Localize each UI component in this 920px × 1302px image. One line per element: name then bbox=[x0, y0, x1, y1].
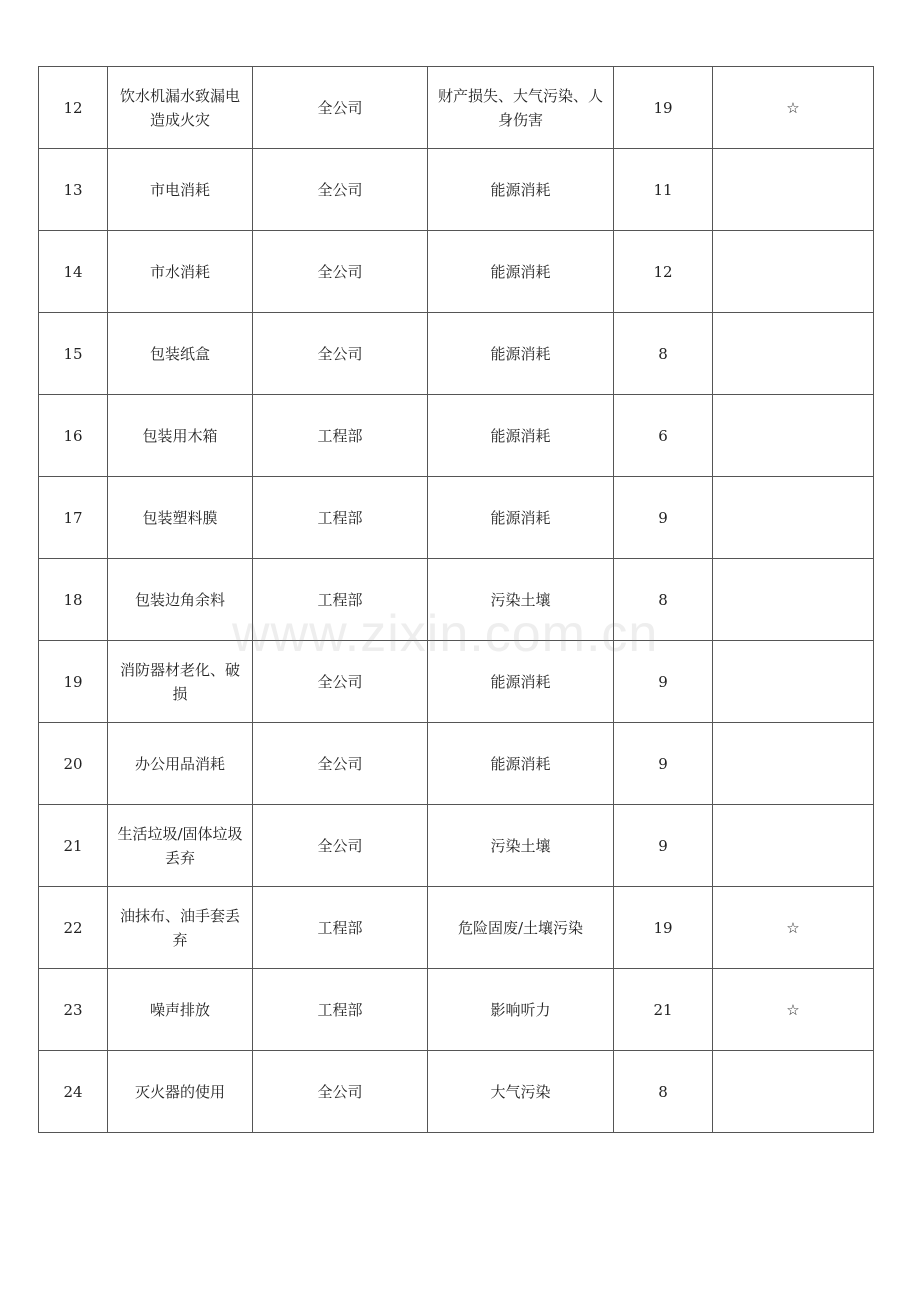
impact-cell: 能源消耗 bbox=[428, 313, 614, 395]
table-row bbox=[39, 395, 874, 477]
impact-cell: 影响听力 bbox=[428, 969, 614, 1051]
impact-cell: 能源消耗 bbox=[428, 641, 614, 723]
table-row bbox=[39, 723, 874, 805]
significance-mark: ☆ bbox=[713, 67, 874, 149]
table-row bbox=[39, 149, 874, 231]
score-cell: 19 bbox=[614, 887, 713, 969]
row-number: 15 bbox=[39, 313, 108, 395]
aspect-table bbox=[38, 66, 874, 1133]
table-row bbox=[39, 559, 874, 641]
score-cell: 21 bbox=[614, 969, 713, 1051]
score-cell: 11 bbox=[614, 149, 713, 231]
table-row bbox=[39, 1051, 874, 1133]
score-cell: 8 bbox=[614, 559, 713, 641]
table-row bbox=[39, 641, 874, 723]
score-cell: 19 bbox=[614, 67, 713, 149]
activity-cell: 包装塑料膜 bbox=[108, 477, 253, 559]
table-row bbox=[39, 887, 874, 969]
impact-cell: 能源消耗 bbox=[428, 231, 614, 313]
impact-cell: 大气污染 bbox=[428, 1051, 614, 1133]
score-cell: 9 bbox=[614, 805, 713, 887]
row-number: 24 bbox=[39, 1051, 108, 1133]
table-row bbox=[39, 477, 874, 559]
department-cell: 工程部 bbox=[253, 395, 428, 477]
row-number: 14 bbox=[39, 231, 108, 313]
significance-mark bbox=[713, 231, 874, 313]
impact-cell: 危险固废/土壤污染 bbox=[428, 887, 614, 969]
impact-cell: 财产损失、大气污染、人身伤害 bbox=[428, 67, 614, 149]
significance-mark bbox=[713, 395, 874, 477]
row-number: 18 bbox=[39, 559, 108, 641]
significance-mark: ☆ bbox=[713, 969, 874, 1051]
score-cell: 8 bbox=[614, 313, 713, 395]
table-body bbox=[39, 67, 874, 1133]
score-cell: 9 bbox=[614, 477, 713, 559]
significance-mark bbox=[713, 149, 874, 231]
significance-mark bbox=[713, 477, 874, 559]
department-cell: 全公司 bbox=[253, 67, 428, 149]
impact-cell: 能源消耗 bbox=[428, 395, 614, 477]
significance-mark bbox=[713, 559, 874, 641]
activity-cell: 饮水机漏水致漏电造成火灾 bbox=[108, 67, 253, 149]
significance-mark: ☆ bbox=[713, 887, 874, 969]
row-number: 20 bbox=[39, 723, 108, 805]
impact-cell: 能源消耗 bbox=[428, 723, 614, 805]
score-cell: 6 bbox=[614, 395, 713, 477]
row-number: 22 bbox=[39, 887, 108, 969]
row-number: 12 bbox=[39, 67, 108, 149]
activity-cell: 消防器材老化、破损 bbox=[108, 641, 253, 723]
row-number: 21 bbox=[39, 805, 108, 887]
department-cell: 全公司 bbox=[253, 723, 428, 805]
activity-cell: 办公用品消耗 bbox=[108, 723, 253, 805]
department-cell: 全公司 bbox=[253, 313, 428, 395]
row-number: 16 bbox=[39, 395, 108, 477]
activity-cell: 噪声排放 bbox=[108, 969, 253, 1051]
department-cell: 工程部 bbox=[253, 477, 428, 559]
department-cell: 工程部 bbox=[253, 969, 428, 1051]
table-row bbox=[39, 313, 874, 395]
impact-cell: 能源消耗 bbox=[428, 149, 614, 231]
row-number: 13 bbox=[39, 149, 108, 231]
activity-cell: 生活垃圾/固体垃圾丢弃 bbox=[108, 805, 253, 887]
department-cell: 全公司 bbox=[253, 641, 428, 723]
department-cell: 全公司 bbox=[253, 231, 428, 313]
row-number: 19 bbox=[39, 641, 108, 723]
score-cell: 9 bbox=[614, 641, 713, 723]
significance-mark bbox=[713, 1051, 874, 1133]
significance-mark bbox=[713, 313, 874, 395]
table-row bbox=[39, 805, 874, 887]
activity-cell: 包装纸盒 bbox=[108, 313, 253, 395]
watermark: www.zixin.com.cn bbox=[232, 605, 659, 663]
activity-cell: 市水消耗 bbox=[108, 231, 253, 313]
table-row bbox=[39, 67, 874, 149]
activity-cell: 油抹布、油手套丢弃 bbox=[108, 887, 253, 969]
activity-cell: 市电消耗 bbox=[108, 149, 253, 231]
department-cell: 全公司 bbox=[253, 805, 428, 887]
impact-cell: 污染土壤 bbox=[428, 805, 614, 887]
significance-mark bbox=[713, 641, 874, 723]
table-row bbox=[39, 231, 874, 313]
row-number: 23 bbox=[39, 969, 108, 1051]
impact-cell: 污染土壤 bbox=[428, 559, 614, 641]
department-cell: 全公司 bbox=[253, 1051, 428, 1133]
activity-cell: 包装用木箱 bbox=[108, 395, 253, 477]
department-cell: 工程部 bbox=[253, 559, 428, 641]
activity-cell: 灭火器的使用 bbox=[108, 1051, 253, 1133]
significance-mark bbox=[713, 723, 874, 805]
department-cell: 工程部 bbox=[253, 887, 428, 969]
significance-mark bbox=[713, 805, 874, 887]
score-cell: 12 bbox=[614, 231, 713, 313]
activity-cell: 包装边角余料 bbox=[108, 559, 253, 641]
score-cell: 9 bbox=[614, 723, 713, 805]
department-cell: 全公司 bbox=[253, 149, 428, 231]
row-number: 17 bbox=[39, 477, 108, 559]
impact-cell: 能源消耗 bbox=[428, 477, 614, 559]
table-row bbox=[39, 969, 874, 1051]
score-cell: 8 bbox=[614, 1051, 713, 1133]
